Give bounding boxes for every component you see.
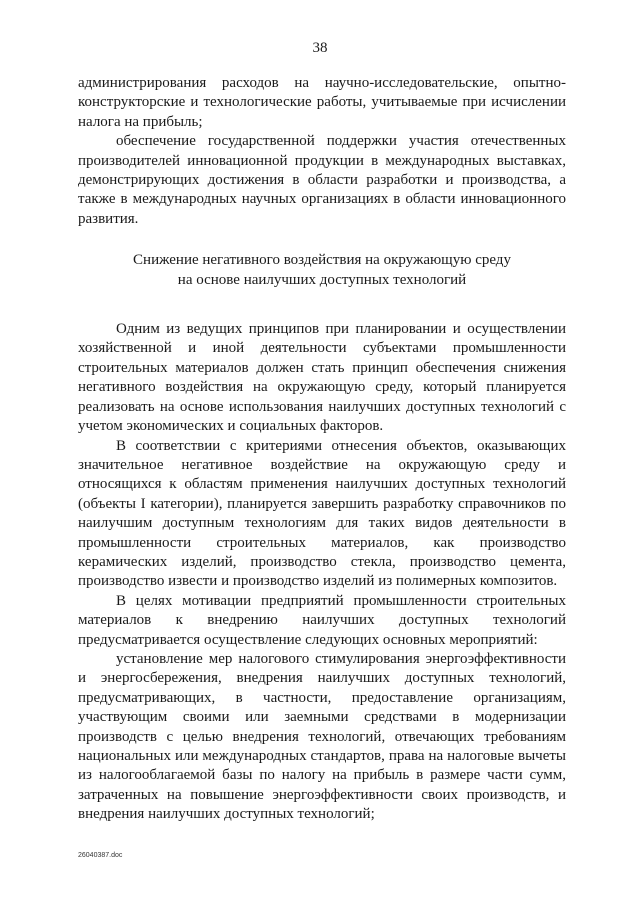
section-heading-line-2: на основе наилучших доступных технологий xyxy=(177,271,467,288)
page-body xyxy=(78,74,566,825)
paragraph-motivation: В целях мотивации предприятий промышленности строительных материалов к внедрению наилучших доступных технологий предусматривается осуществление следующих основных мероприятий: xyxy=(78,592,566,648)
paragraph-tax-incentives: установление мер налогового стимулирования энергоэффективности и энергосбережения, внедрения наилучших доступных технологий, предусматривающих, в частности, предоставление организациям, участвующим своими или заемными средствами в модернизации производств с целью внедрения технологий, отвечающих требованиям национальных или международных стандартов, права на налоговые вычеты из налогооблагаемой базы по налогу на прибыль в размере части сумм, затраченных на повышение энергоэффективности своих производств, и внедрения наилучших доступных технологий; xyxy=(78,650,566,823)
page-number: 38 xyxy=(312,40,328,56)
document-filename: 26040387.doc xyxy=(78,852,123,859)
section-heading-line-1: Снижение негативного воздействия на окружающую среду xyxy=(133,252,511,269)
section-heading xyxy=(78,251,566,290)
paragraph-state-support: обеспечение государственной поддержки участия отечественных производителей инновационной продукции в международных выставках, демонстрирующих достижения в области разработки и производства, а также в международных научных организациях в области инновационного развития. xyxy=(78,133,566,227)
paragraph-continuation: администрирования расходов на научно-исследовательские, опытно-конструкторские и технологические работы, учитываемые при исчислении налога на прибыль; xyxy=(78,75,566,130)
paragraph-principle: Одним из ведущих принципов при планировании и осуществлении хозяйственной и иной деятельности субъектами промышленности строительных материалов должен стать принцип обеспечения снижения негативного воздействия на окружающую среду, который планируется реализовать на основе использования наилучших доступных технологий с учетом экономических и социальных факторов. xyxy=(78,321,566,435)
paragraph-criteria: В соответствии с критериями отнесения объектов, оказывающих значительное негативное воздействие на окружающую среду и относящихся к областям применения наилучших доступных технологий (объекты I категории), планируется завершить разработку справочников по наилучшим доступным технологиям для таких видов деятельности в промышленности строительных материалов, как производство керамических изделий, производство стекла, производство цемента, производство извести и производство изделий из полимерных композитов. xyxy=(78,437,566,590)
